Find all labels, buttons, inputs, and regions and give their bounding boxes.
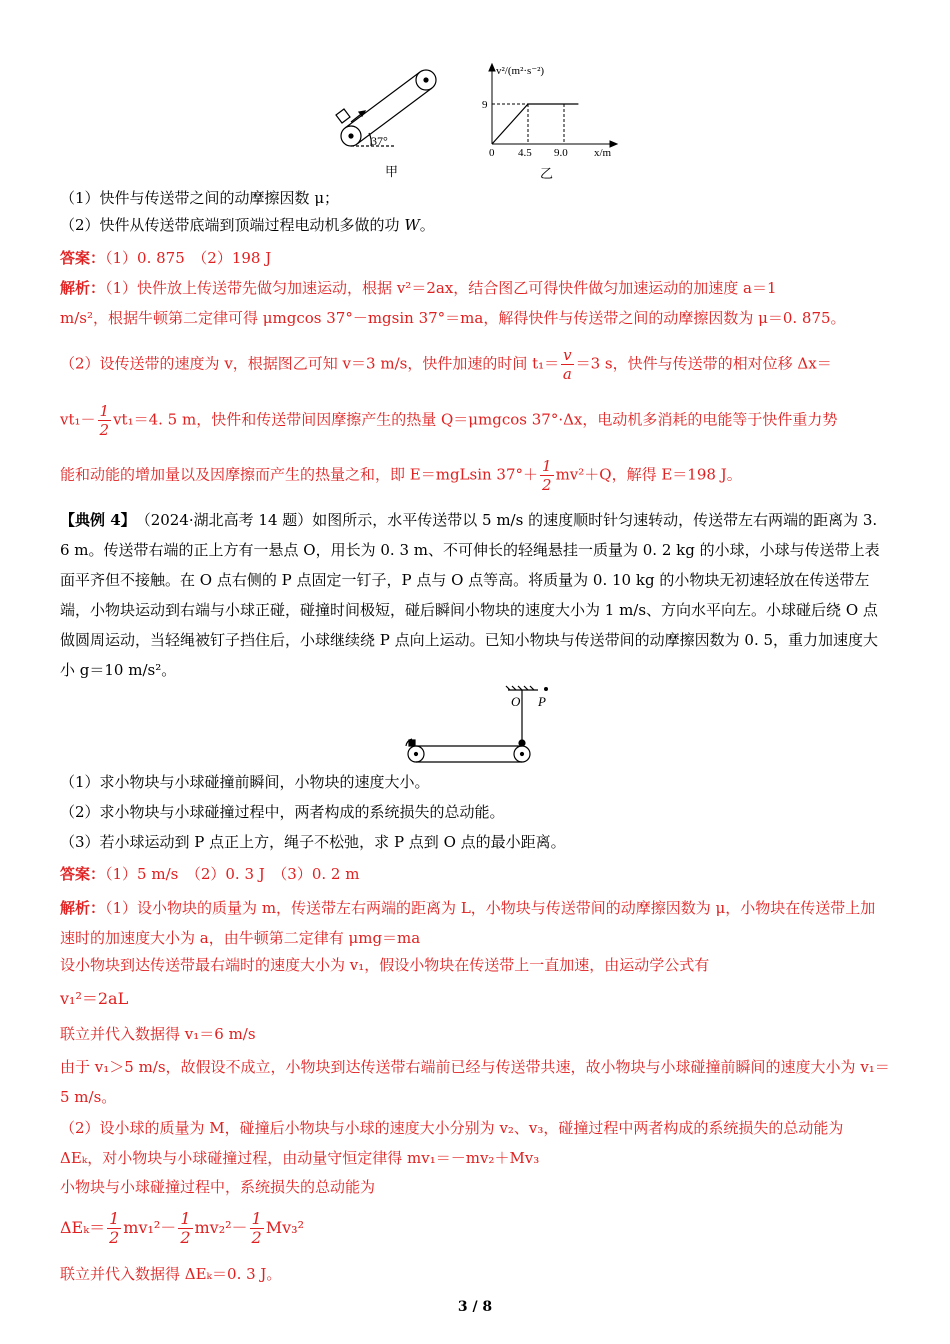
y-tick-9: 9	[482, 99, 488, 111]
ex4-analysis-3: v₁²＝2aL	[60, 989, 129, 1008]
nail-P	[544, 687, 548, 691]
ex4-analysis-6: （2）设小球的质量为 M，碰撞后小物块与小球的速度大小分别为 v₂、v₃，碰撞过程中两者构成的系统损失的总动能为 ΔEₖ，对小物块与小球碰撞过程，由动量守恒定律得 mv₁＝－mv₂＋Mv₃	[60, 1119, 844, 1167]
x-tick-0: 0	[489, 147, 495, 159]
ex3-analysis-2: m/s²，根据牛顿第二定律可得 μmgcos 37°－mgsin 37°＝ma，解得快件与传送带之间的动摩擦因数为 μ＝0. 875。	[60, 309, 846, 327]
v2-x-series-line	[492, 104, 578, 144]
x-tick-9-0: 9.0	[554, 147, 568, 159]
label-P: P	[538, 694, 546, 709]
ex4-analysis-5: 由于 v₁＞5 m/s，故假设不成立，小物块到达传送带右端前已经与传送带共速，故小物块与小球碰撞前瞬间的速度大小为 v₁＝5 m/s。	[60, 1058, 890, 1106]
ex4-q2: （2）求小物块与小球碰撞过程中，两者构成的系统损失的总动能。	[60, 803, 505, 821]
figure-belt-pendulum	[400, 684, 560, 768]
angle-label: 37°	[371, 134, 388, 148]
ex4-analysis-2: 设小物块到达传送带最右端时的速度大小为 v₁，假设小物块在传送带上一直加速，由运动学公式有	[60, 956, 710, 974]
ex4-stem: 【典例 4】 （2024·湖北高考 14 题）如图所示，水平传送带以 5 m/s 的速度顺时针匀速转动，传送带左右两端的距离为 3. 6 m。传送带右端的正上方有一悬点 O，用长为 0. 3 m、不可伸长的轻绳悬挂一质量为 0. 2 kg 的小球，小球与传送带上表面平齐但不接触。在 O 点右侧的 P 点固定一钉子，P 点与 O 点等高。将质量为 0. 10 kg 的小物块无初速轻放在传送带左端，小物块运动到右端与小球正碰，碰撞时间极短，碰后瞬间小物块的速度大小为 1 m/s、方向水平向左。小球碰后绕 O 点做圆周运动，当轻绳被钉子挡住后，小球继续绕 P 点向上运动。已知小物块与传送带间的动摩擦因数为 0. 5，重力加速度大小 g＝10 m/s²。	[60, 511, 880, 679]
fraction-v-over-a: $\frac{v}{a}$	[562, 346, 572, 383]
ex3-analysis-4: vt₁－ $\frac{1}{2}$ vt₁＝4. 5 m，快件和传送带间因摩擦产生的热量 Q＝μmgcos 37°·Δx，电动机多消耗的电能等于快件重力势	[60, 402, 838, 439]
ex4-analysis-8: ΔEₖ＝ $\frac{1}{2}$ mv₁²－ $\frac{1}{2}$ mv₂²－ $\frac{1}{2}$ Mv₃²	[60, 1209, 304, 1247]
ex3-analysis-1: 解析：（1）快件放上传送带先做匀加速运动，根据 v²＝2ax，结合图乙可得快件做匀加速运动的加速度 a＝1	[60, 279, 777, 297]
ex3-q2: （2）快件从传送带底端到顶端过程电动机多做的功 W。	[60, 216, 435, 234]
ex4-analysis-4: 联立并代入数据得 v₁＝6 m/s	[60, 1025, 256, 1043]
x-axis-label: x/m	[594, 147, 612, 159]
ex3-q1: （1）快件与传送带之间的动摩擦因数 μ；	[60, 189, 340, 207]
caption-yi: 乙	[540, 166, 554, 181]
block	[409, 740, 415, 746]
ex3-answer: 答案：（1）0. 875 （2）198 J	[60, 249, 272, 267]
ex4-q1: （1）求小物块与小球碰撞前瞬间，小物块的速度大小。	[60, 773, 430, 791]
ex3-analysis-3: （2）设传送带的速度为 v，根据图乙可知 v＝3 m/s，快件加速的时间 t₁＝ $\frac{v}{a}$ ＝3 s，快件与传送带的相对位移 Δx＝	[60, 346, 832, 383]
ex4-analysis-1: 解析：（1）设小物块的质量为 m，传送带左右两端的距离为 L，小物块与传送带间的动摩擦因数为 μ，小物块在传送带上加速时的加速度大小为 a，由牛顿第二定律有 μmg＝ma	[60, 899, 876, 947]
figure-jia	[325, 60, 455, 180]
y-axis-label: v²/(m²·s⁻²)	[496, 65, 545, 77]
ball	[519, 740, 525, 746]
label-O: O	[511, 694, 521, 709]
figure-yi-chart	[478, 60, 628, 182]
page-number: 3 / 8	[457, 1299, 493, 1315]
ex3-analysis-5: 能和动能的增加量以及因摩擦而产生的热量之和，即 E＝mgLsin 37°＋ $\frac{1}{2}$ mv²＋Q，解得 E＝198 J。	[60, 457, 742, 494]
caption-jia: 甲	[385, 164, 399, 179]
ex4-answer: 答案：（1）5 m/s （2）0. 3 J （3）0. 2 m	[60, 865, 360, 883]
ex4-analysis-7: 小物块与小球碰撞过程中，系统损失的总动能为	[60, 1178, 376, 1196]
parcel	[336, 109, 350, 123]
ex4-analysis-9: 联立并代入数据得 ΔEₖ＝0. 3 J。	[60, 1265, 282, 1283]
x-tick-4-5: 4.5	[518, 147, 532, 159]
ex4-q3: （3）若小球运动到 P 点正上方，绳子不松弛，求 P 点到 O 点的最小距离。	[60, 833, 566, 851]
